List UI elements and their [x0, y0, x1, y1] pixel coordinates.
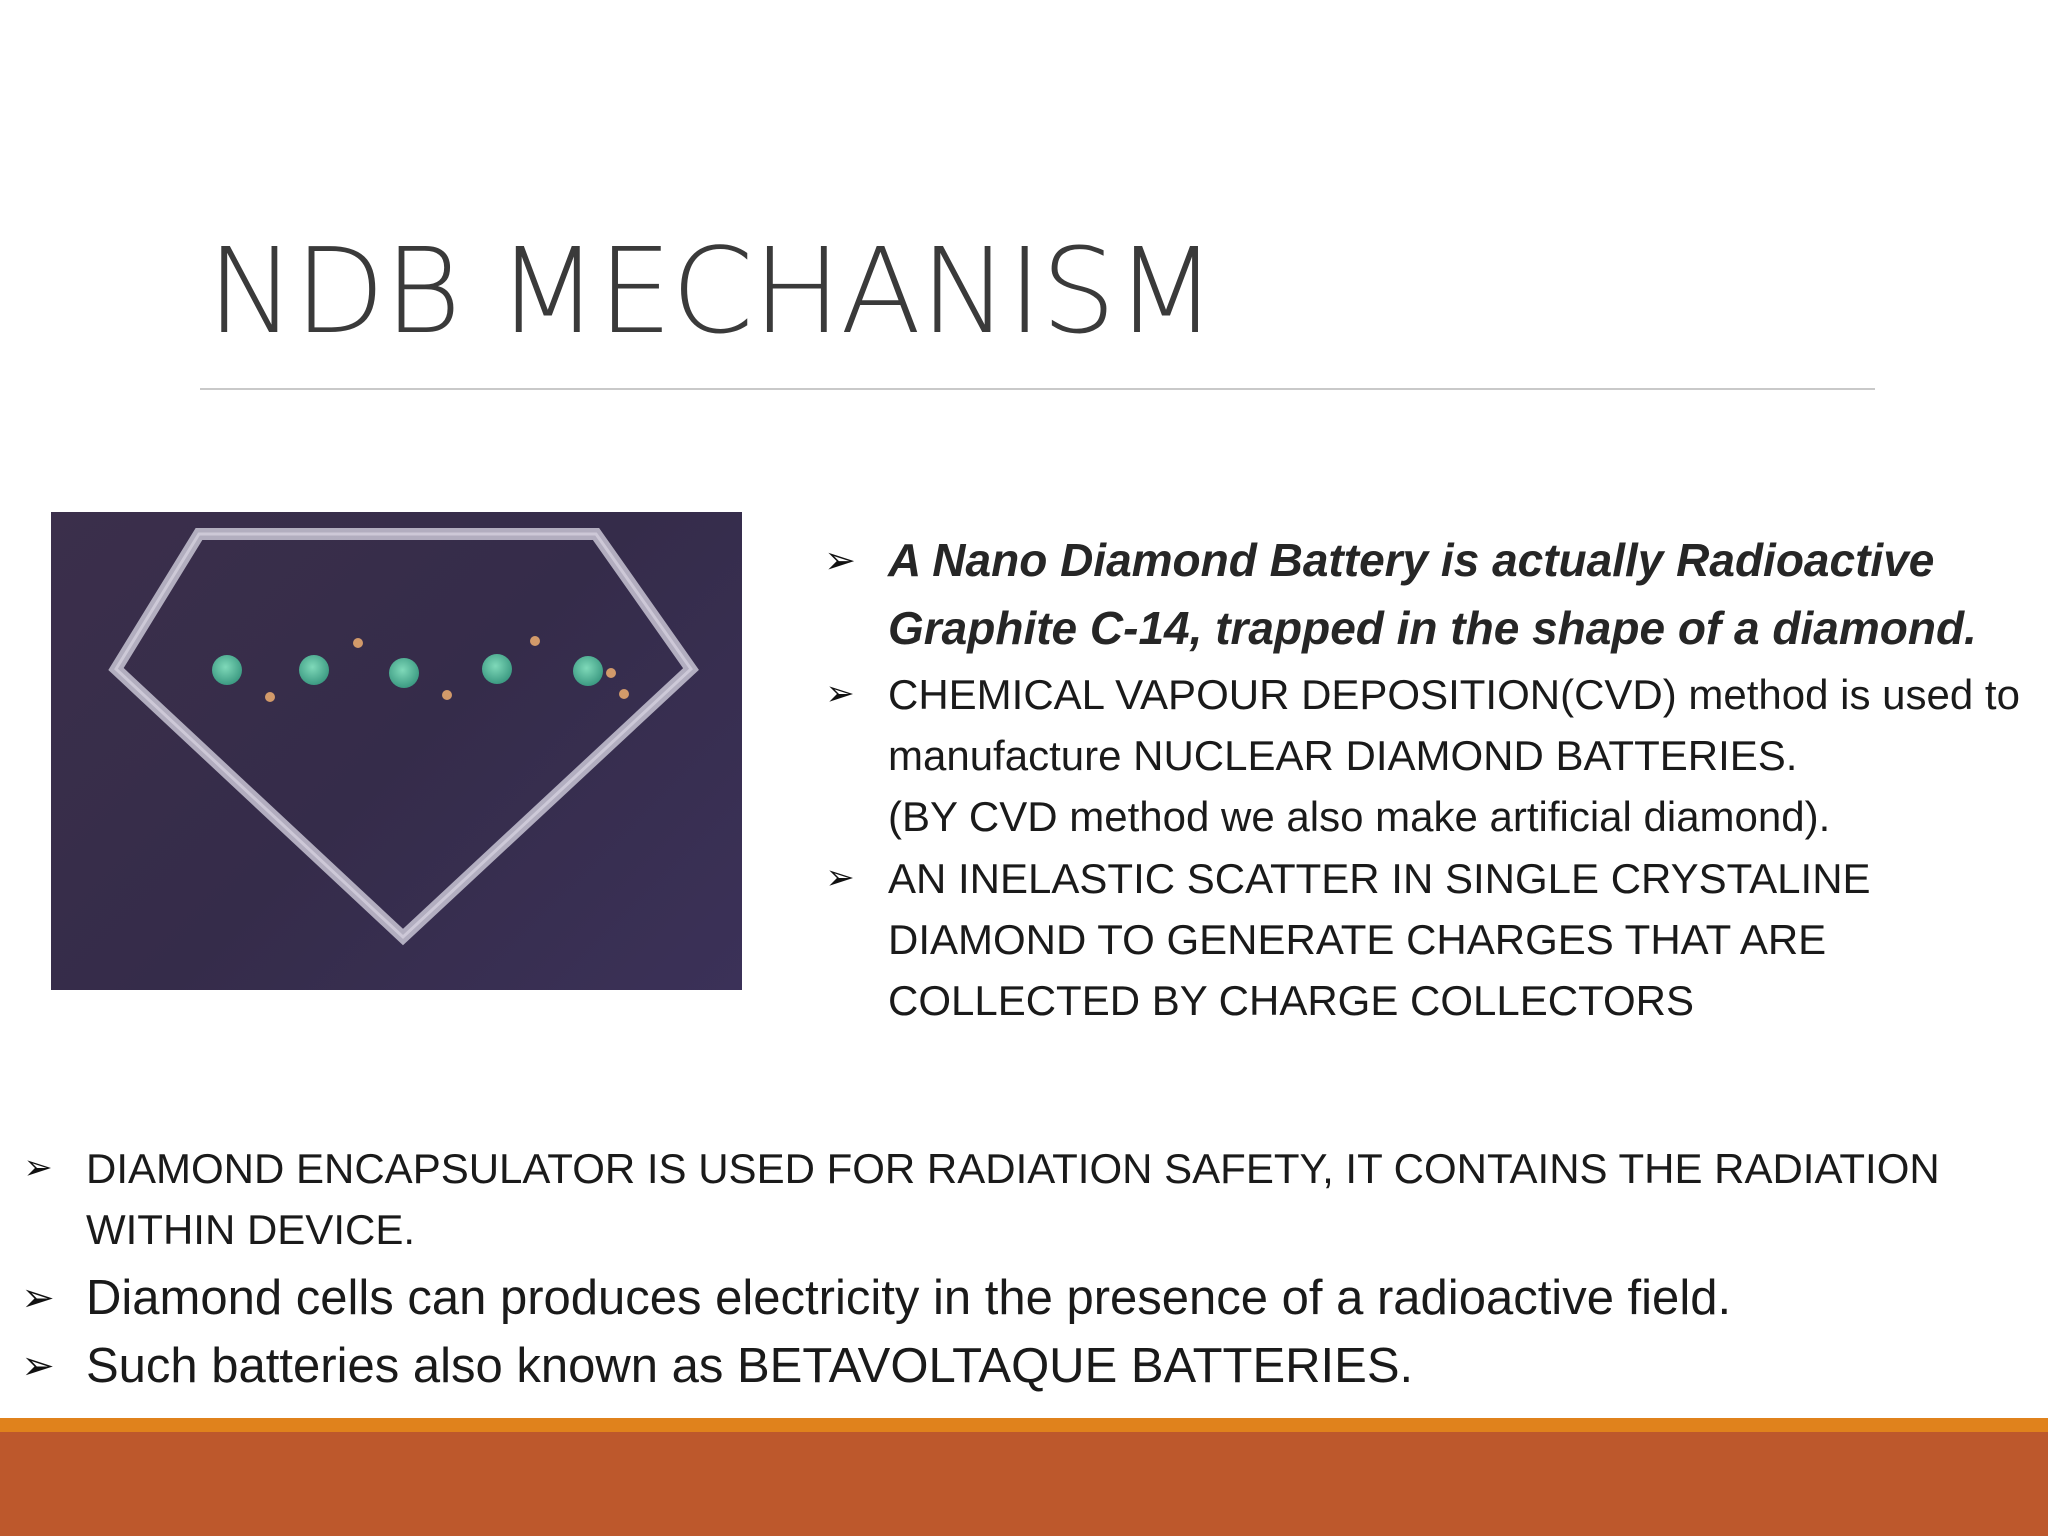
diamond-battery-illustration	[51, 512, 742, 990]
arrow-bullet-icon: ➢	[824, 538, 856, 582]
particle-large-group	[212, 654, 603, 688]
bullet-item	[18, 1138, 2028, 1260]
bullet-text-continuation: (BY CVD method we also make artificial diamond).	[888, 793, 1831, 840]
bullet-text: CHEMICAL VAPOUR DEPOSITION(CVD) method is used to manufacture NUCLEAR DIAMOND BATTERIES.	[888, 671, 2020, 779]
bullet-text: A Nano Diamond Battery is actually Radioactive Graphite C-14, trapped in the shape of a diamond.	[888, 534, 1977, 654]
arrow-bullet-icon: ➢	[23, 1148, 53, 1188]
footer-bar	[0, 1432, 2048, 1536]
arrow-bullet-icon: ➢	[21, 1275, 55, 1321]
footer-accent-line	[0, 1418, 2048, 1432]
bullet-text: DIAMOND ENCAPSULATOR IS USED FOR RADIATION SAFETY, IT CONTAINS THE RADIATION WITHIN DEVICE.	[86, 1145, 1940, 1253]
arrow-bullet-icon: ➢	[825, 858, 855, 898]
bullet-text: AN INELASTIC SCATTER IN SINGLE CRYSTALINE DIAMOND TO GENERATE CHARGES THAT ARE COLLECTED BY CHARGE COLLECTORS	[888, 855, 1871, 1024]
bullet-item	[820, 848, 2030, 1031]
bullet-item	[18, 1332, 2028, 1400]
bullet-list-right	[820, 526, 2030, 1035]
diamond-outline	[116, 534, 691, 937]
bullet-text: Diamond cells can produces electricity in the presence of a radioactive field.	[86, 1271, 1732, 1325]
title-divider	[200, 388, 1875, 390]
arrow-bullet-icon: ➢	[825, 674, 855, 714]
slide-title: NDB MECHANISM	[207, 222, 1216, 360]
arrow-bullet-icon: ➢	[21, 1343, 55, 1389]
bullet-item	[820, 664, 2030, 847]
bullet-item	[18, 1264, 2028, 1332]
bullet-item	[820, 526, 2030, 662]
bullet-list-bottom	[18, 1138, 2028, 1400]
bullet-text: Such batteries also known as BETAVOLTAQUE BATTERIES.	[86, 1339, 1414, 1393]
diamond-battery-icon	[51, 512, 742, 990]
